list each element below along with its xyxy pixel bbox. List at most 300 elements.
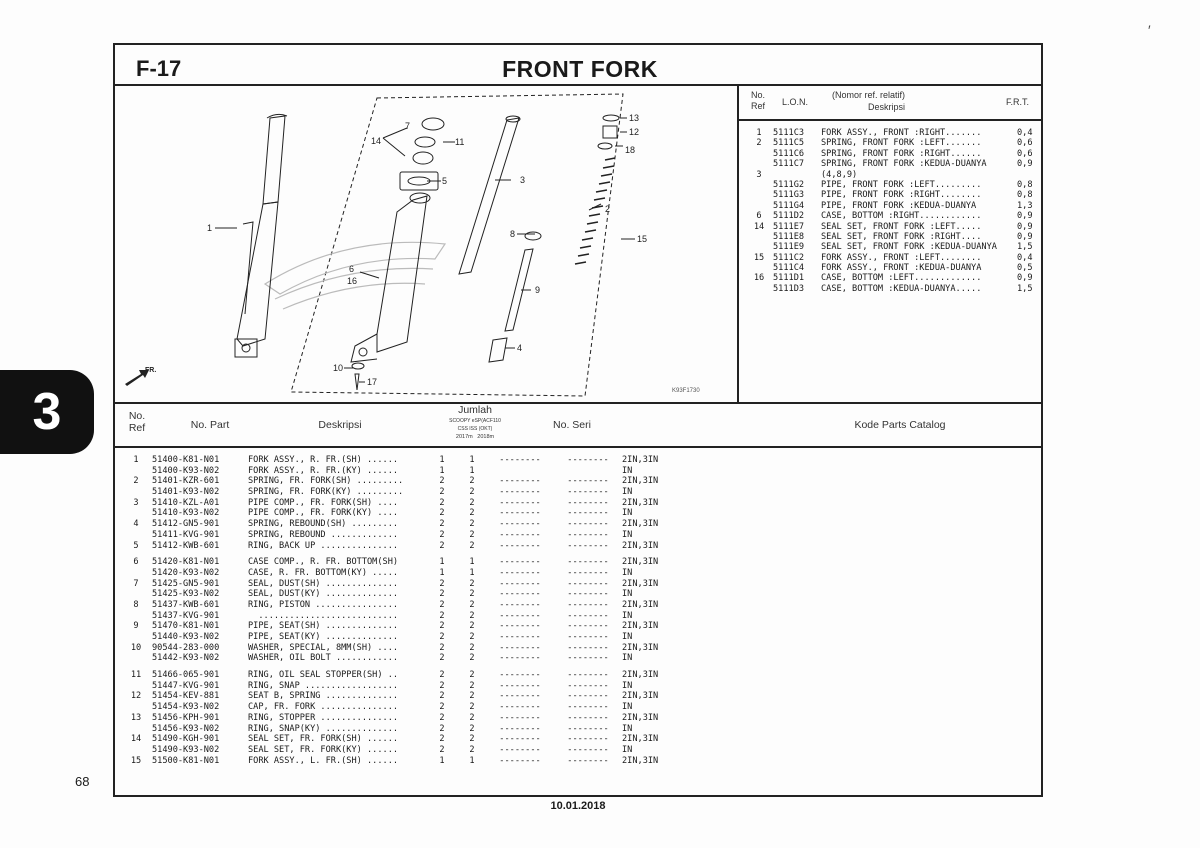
serial-from: --------: [499, 621, 541, 632]
lon-frt: 1,5: [1017, 283, 1033, 294]
lon-ref: 3: [756, 169, 762, 180]
part-number: 51412-KWB-601: [152, 540, 220, 551]
part-number: 51470-K81-N01: [152, 621, 220, 632]
table-row: [120, 756, 720, 767]
lon-frt: 0,9: [1017, 211, 1033, 222]
lon-ref: [745, 190, 773, 200]
diagram-code: K93F1730: [672, 388, 700, 394]
part-desc: RING, OIL SEAL STOPPER(SH) ..: [248, 670, 399, 681]
qty-2018: 1: [469, 465, 475, 476]
lon-code: [773, 170, 821, 180]
lon-row: [745, 159, 1040, 169]
qty-2017: 2: [439, 621, 445, 632]
catalog-code: IN: [622, 723, 633, 734]
table-row: [120, 466, 720, 477]
callout-1: 1: [207, 223, 213, 233]
catalog-code: IN: [622, 487, 633, 498]
serial-from: --------: [499, 680, 541, 691]
table-row: [120, 653, 720, 664]
part-number: 51490-KGH-901: [152, 734, 220, 745]
qty-2018: 1: [469, 455, 475, 465]
lon-ref: [745, 284, 773, 294]
serial-from: --------: [499, 755, 541, 766]
serial-to: --------: [567, 670, 609, 681]
parts-header-catalog: Kode Parts Catalog: [854, 419, 946, 431]
lon-ref: [745, 159, 773, 169]
callout-9: 9: [535, 285, 541, 295]
lon-desc: FORK ASSY., FRONT :KEDUA-DUANYA: [821, 263, 982, 274]
part-desc: CASE, R. FR. BOTTOM(KY) .....: [248, 567, 399, 578]
qty-2017: 2: [439, 734, 445, 745]
serial-to: --------: [567, 529, 609, 540]
parts-header-ref: No. Ref: [128, 410, 146, 434]
part-number: 51420-K93-N02: [152, 567, 220, 578]
part-number: 51456-K93-N02: [152, 723, 220, 734]
table-row: [120, 557, 720, 568]
lon-ref: 1: [756, 128, 762, 138]
serial-to: --------: [567, 691, 609, 702]
callout-2: 2: [605, 204, 611, 214]
callout-4: 4: [517, 343, 523, 353]
part-desc: RING, STOPPER ...............: [248, 712, 399, 723]
qty-2018: 2: [469, 540, 475, 551]
part-ref: [120, 508, 152, 519]
lon-ref: 15: [753, 252, 765, 263]
section-code: F-17: [136, 56, 182, 81]
part-number: 51420-K81-N01: [152, 557, 220, 568]
qty-2018: 1: [469, 557, 475, 568]
lon-code: 5111D3: [773, 283, 805, 294]
part-desc: RING, BACK UP ...............: [248, 540, 399, 551]
lon-desc: PIPE, FRONT FORK :LEFT.........: [821, 179, 982, 190]
part-desc: RING, PISTON ................: [248, 599, 399, 610]
part-desc: CAP, FR. FORK ...............: [248, 702, 399, 713]
serial-from: --------: [499, 567, 541, 578]
serial-from: [486, 466, 554, 477]
part-ref: 6: [133, 557, 139, 568]
serial-from: --------: [499, 653, 541, 664]
lon-code: 5111G4: [773, 200, 805, 211]
serial-from: --------: [499, 455, 541, 465]
serial-to: --------: [567, 589, 609, 600]
catalog-code: 2IN,3IN: [622, 734, 659, 745]
part-number: 51442-K93-N02: [152, 653, 220, 664]
part-number: 51454-K93-N02: [152, 702, 220, 713]
lon-ref: [745, 263, 773, 273]
parts-header-qty-sub2: CSS ISS (OKT): [457, 426, 493, 432]
qty-2018: 2: [469, 702, 475, 713]
catalog-code: 2IN,3IN: [622, 670, 659, 681]
catalog-code: 2IN,3IN: [622, 557, 659, 568]
part-number: 51411-KVG-901: [152, 529, 220, 540]
qty-2017: 2: [439, 487, 445, 498]
part-desc: PIPE COMP., FR. FORK(SH) ....: [248, 497, 399, 508]
chapter-tab: 3: [0, 370, 94, 454]
serial-from: --------: [499, 508, 541, 519]
lon-code: 5111C4: [773, 263, 805, 274]
part-ref: 2: [133, 476, 139, 487]
lon-frt: 1,3: [1017, 200, 1033, 211]
lon-desc: SEAL SET, FRONT FORK :KEDUA-DUANYA: [821, 242, 997, 253]
qty-2018: 2: [469, 642, 475, 653]
lon-desc: CASE, BOTTOM :LEFT.............: [821, 273, 982, 284]
serial-from: --------: [499, 557, 541, 568]
part-ref: 3: [133, 497, 139, 508]
svg-text:FR.: FR.: [145, 367, 157, 374]
part-ref: 13: [130, 712, 142, 723]
serial-from: --------: [499, 476, 541, 487]
part-desc: FORK ASSY., R. FR.(SH) ......: [248, 455, 399, 465]
catalog-code: IN: [622, 508, 633, 519]
table-row: [120, 724, 720, 735]
catalog-code: IN: [622, 680, 633, 691]
qty-2017: 2: [439, 508, 445, 519]
table-row: [120, 487, 720, 498]
qty-2017: 2: [439, 744, 445, 755]
lon-row: [745, 253, 1040, 263]
table-row: [120, 455, 720, 466]
serial-from: --------: [499, 578, 541, 589]
table-row: [120, 632, 720, 643]
lon-desc: FORK ASSY., FRONT :RIGHT.......: [821, 128, 982, 138]
part-ref: [120, 611, 152, 622]
qty-2017: 2: [439, 670, 445, 681]
diagram-divider: [737, 84, 739, 402]
qty-2018: 2: [469, 734, 475, 745]
part-desc: PIPE, SEAT(SH) ..............: [248, 621, 399, 632]
qty-2017: 2: [439, 476, 445, 487]
lon-frt: 0,4: [1017, 252, 1033, 263]
qty-2017: 2: [439, 712, 445, 723]
lon-code: 5111E9: [773, 242, 805, 253]
lon-row: [745, 222, 1040, 232]
lon-row: [745, 180, 1040, 190]
catalog-code: 2IN,3IN: [622, 712, 659, 723]
qty-2017: 2: [439, 632, 445, 642]
part-number: 51400-K81-N01: [152, 455, 220, 465]
lon-row: [745, 201, 1040, 211]
serial-to: --------: [567, 557, 609, 568]
part-ref: [120, 632, 152, 643]
part-number: 51410-KZL-A01: [152, 497, 220, 508]
part-number: 51400-K93-N02: [152, 465, 220, 476]
table-row: [120, 691, 720, 702]
catalog-code: 2IN,3IN: [622, 519, 659, 530]
qty-2018: 2: [469, 632, 475, 642]
serial-from: --------: [499, 723, 541, 734]
qty-2017: 2: [439, 702, 445, 713]
callout-17: 17: [367, 377, 378, 387]
table-row: [120, 519, 720, 530]
part-ref: [120, 568, 152, 579]
serial-to: --------: [567, 497, 609, 508]
table-row: [120, 713, 720, 724]
catalog-code: IN: [622, 589, 633, 600]
catalog-code: IN: [622, 702, 633, 713]
serial-from: --------: [499, 632, 541, 642]
part-ref: 8: [133, 599, 139, 610]
serial-from: --------: [499, 497, 541, 508]
qty-2017: 2: [439, 497, 445, 508]
qty-2018: 2: [469, 476, 475, 487]
serial-to: --------: [567, 632, 609, 642]
part-desc: SEAT B, SPRING ..............: [248, 691, 399, 702]
qty-2018: 2: [469, 670, 475, 681]
callout-7: 7: [405, 121, 411, 131]
lon-frt: 0,9: [1017, 159, 1033, 170]
part-desc: PIPE COMP., FR. FORK(KY) ....: [248, 508, 399, 519]
qty-2017: 2: [439, 589, 445, 600]
serial-from: --------: [499, 691, 541, 702]
serial-to: --------: [567, 712, 609, 723]
serial-to: --------: [567, 578, 609, 589]
table-row: [120, 476, 720, 487]
lon-desc: SPRING, FRONT FORK :KEDUA-DUANYA: [821, 159, 987, 170]
lon-header-divider: [738, 119, 1041, 121]
table-row: [120, 745, 720, 756]
catalog-code: 2IN,3IN: [622, 578, 659, 589]
part-number: 51440-K93-N02: [152, 632, 220, 642]
lon-desc: PIPE, FRONT FORK :RIGHT........: [821, 190, 982, 201]
serial-from: --------: [499, 540, 541, 551]
qty-2018: 2: [469, 529, 475, 540]
callout-10: 10: [333, 363, 344, 373]
lon-code: 5111E8: [773, 231, 805, 242]
qty-2018: 1: [469, 755, 475, 766]
lon-desc: SPRING, FRONT FORK :RIGHT......: [821, 148, 982, 159]
lon-frt: 0,6: [1017, 148, 1033, 159]
lon-ref: [745, 201, 773, 211]
serial-from: --------: [499, 642, 541, 653]
callout-3: 3: [520, 175, 526, 185]
serial-to: --------: [567, 702, 609, 713]
serial-to: --------: [567, 567, 609, 578]
table-row: [120, 589, 720, 600]
part-ref: [120, 530, 152, 541]
serial-to: --------: [567, 487, 609, 498]
lon-desc: CASE, BOTTOM :RIGHT............: [821, 211, 982, 222]
lon-desc: PIPE, FRONT FORK :KEDUA-DUANYA: [821, 200, 977, 211]
table-row: [120, 611, 720, 622]
qty-2017: 2: [439, 529, 445, 540]
part-number: 90544-283-000: [152, 642, 220, 653]
lon-row: [745, 138, 1040, 148]
part-desc: WASHER, OIL BOLT ............: [248, 653, 399, 664]
catalog-code: IN: [622, 567, 633, 578]
qty-2018: 2: [469, 508, 475, 519]
serial-to: --------: [567, 508, 609, 519]
part-number: 51437-KVG-901: [152, 610, 220, 621]
part-desc: FORK ASSY., R. FR.(KY) ......: [248, 465, 399, 476]
diagram-bottom-divider: [115, 402, 1041, 404]
parts-list: [120, 455, 720, 766]
qty-2018: 1: [469, 567, 475, 578]
parts-header-qty: Jumlah: [458, 404, 492, 416]
lon-ref: 6: [756, 211, 762, 222]
qty-2017: 2: [439, 610, 445, 621]
serial-from: --------: [499, 702, 541, 713]
catalog-code: 2IN,3IN: [622, 642, 659, 653]
lon-desc: SEAL SET, FRONT FORK :RIGHT....: [821, 231, 982, 242]
part-ref: 11: [130, 670, 142, 681]
lon-ref: [745, 232, 773, 242]
page-title: FRONT FORK: [502, 56, 658, 82]
part-ref: [120, 702, 152, 713]
serial-to: --------: [567, 680, 609, 691]
lon-frt: 0,9: [1017, 221, 1033, 232]
lon-code: 5111G3: [773, 190, 805, 201]
table-row: [120, 498, 720, 509]
lon-code: 5111C2: [773, 252, 805, 263]
parts-header-desc: Deskripsi: [318, 419, 362, 431]
table-row: [120, 734, 720, 745]
serial-to: --------: [567, 723, 609, 734]
part-ref: 4: [133, 519, 139, 530]
part-ref: [120, 745, 152, 756]
serial-from: --------: [499, 589, 541, 600]
lon-header-ref: No. Ref: [750, 90, 765, 111]
part-number: 51425-K93-N02: [152, 589, 220, 600]
part-ref: 15: [130, 755, 142, 766]
catalog-code: IN: [622, 465, 633, 476]
table-row: [120, 600, 720, 611]
callout-14: 14: [371, 136, 382, 146]
part-desc: SEAL SET, FR. FORK(SH) ......: [248, 734, 399, 745]
lon-frt: 1,5: [1017, 242, 1033, 253]
lon-ref: [745, 180, 773, 190]
part-desc: SPRING, REBOUND(SH) .........: [248, 519, 399, 530]
lon-desc: SEAL SET, FRONT FORK :LEFT.....: [821, 221, 982, 232]
callout-18: 18: [625, 145, 636, 155]
part-ref: [120, 653, 152, 664]
part-desc: SEAL, DUST(KY) ..............: [248, 589, 399, 600]
serial-from: --------: [499, 487, 541, 498]
serial-to: --------: [567, 540, 609, 551]
lon-header-desc-top: (Nomor ref. relatif): [832, 90, 906, 100]
lon-ref: 16: [753, 273, 765, 284]
serial-from: --------: [499, 734, 541, 745]
parts-header-divider: [115, 446, 1041, 448]
serial-from: --------: [499, 712, 541, 723]
part-number: 51490-K93-N02: [152, 744, 220, 755]
lon-row: [745, 273, 1040, 283]
parts-header-qty-sub1: SCOOPY eSP(ACF110: [449, 418, 501, 424]
table-row: [120, 643, 720, 654]
front-arrow-icon: [125, 367, 156, 386]
part-desc: SPRING, FR. FORK(SH) .........: [248, 476, 404, 487]
lon-desc: SPRING, FRONT FORK :LEFT.......: [821, 138, 982, 149]
lon-frt: 0,6: [1017, 138, 1033, 149]
front-fork-diagram: [115, 84, 737, 402]
part-desc: RING, SNAP ..................: [248, 680, 399, 691]
part-number: 51425-GN5-901: [152, 578, 220, 589]
qty-2017: 2: [439, 578, 445, 589]
callout-6: 6: [349, 264, 355, 274]
qty-2017: 2: [439, 540, 445, 551]
qty-2018: 2: [469, 519, 475, 530]
table-row: [120, 541, 720, 552]
qty-2018: 2: [469, 487, 475, 498]
parts-header-part: No. Part: [190, 419, 230, 431]
qty-2018: 2: [469, 497, 475, 508]
part-desc: SEAL, DUST(SH) ..............: [248, 578, 399, 589]
qty-2017: 1: [439, 465, 445, 476]
part-number: 51401-KZR-601: [152, 476, 220, 487]
qty-2017: 1: [439, 455, 445, 465]
qty-2018: 2: [469, 589, 475, 600]
qty-2017: 2: [439, 653, 445, 664]
qty-2017: 2: [439, 723, 445, 734]
qty-2017: 1: [439, 557, 445, 568]
lon-row: [745, 170, 1040, 180]
callout-16: 16: [347, 276, 358, 286]
serial-to: --------: [567, 599, 609, 610]
part-number: 51401-K93-N02: [152, 487, 220, 498]
serial-to: --------: [567, 755, 609, 766]
catalog-code: 2IN,3IN: [622, 691, 659, 702]
part-number: 51412-GN5-901: [152, 519, 220, 530]
serial-to: --------: [567, 621, 609, 632]
callout-12: 12: [629, 127, 640, 137]
part-desc: CASE COMP., R. FR. BOTTOM(SH): [248, 557, 399, 568]
part-ref: [120, 724, 152, 735]
catalog-code: 2IN,3IN: [622, 455, 659, 465]
part-ref: 14: [130, 734, 142, 745]
table-row: [120, 530, 720, 541]
lon-frt: 0,9: [1017, 273, 1033, 284]
catalog-code: 2IN,3IN: [622, 476, 659, 487]
part-desc: SPRING, FR. FORK(KY) .........: [248, 487, 404, 498]
catalog-code: 2IN,3IN: [622, 599, 659, 610]
lon-header-lon: L.O.N.: [782, 97, 809, 107]
table-row: [120, 681, 720, 692]
lon-code: 5111C7: [773, 159, 805, 170]
callout-13: 13: [629, 113, 640, 123]
part-ref: 10: [130, 642, 142, 653]
lon-code: 5111D2: [773, 211, 805, 222]
qty-2017: 2: [439, 642, 445, 653]
qty-2017: 1: [439, 755, 445, 766]
lon-code: 5111C6: [773, 148, 805, 159]
callout-8: 8: [510, 229, 516, 239]
serial-from: --------: [499, 610, 541, 621]
part-desc: FORK ASSY., L. FR.(SH) ......: [248, 755, 399, 766]
lon-row: [745, 190, 1040, 200]
part-number: 51410-K93-N02: [152, 508, 220, 519]
catalog-code: 2IN,3IN: [622, 540, 659, 551]
qty-2017: 1: [439, 567, 445, 578]
qty-2017: 2: [439, 519, 445, 530]
catalog-code: IN: [622, 632, 633, 642]
serial-from: --------: [499, 529, 541, 540]
qty-2018: 2: [469, 712, 475, 723]
lon-frt: 0,8: [1017, 179, 1033, 190]
serial-to: --------: [567, 610, 609, 621]
part-number: 51447-KVG-901: [152, 680, 220, 691]
serial-to: --------: [567, 455, 609, 465]
table-row: [120, 568, 720, 579]
table-row: [120, 702, 720, 713]
lon-header-desc: Deskripsi: [868, 102, 906, 112]
catalog-code: 2IN,3IN: [622, 497, 659, 508]
part-ref: 12: [130, 691, 142, 702]
serial-to: --------: [567, 519, 609, 530]
qty-2018: 2: [469, 610, 475, 621]
serial-from: --------: [499, 744, 541, 755]
part-desc: SPRING, REBOUND .............: [248, 529, 399, 540]
lon-ref: 2: [756, 138, 762, 149]
lon-row: [745, 149, 1040, 159]
